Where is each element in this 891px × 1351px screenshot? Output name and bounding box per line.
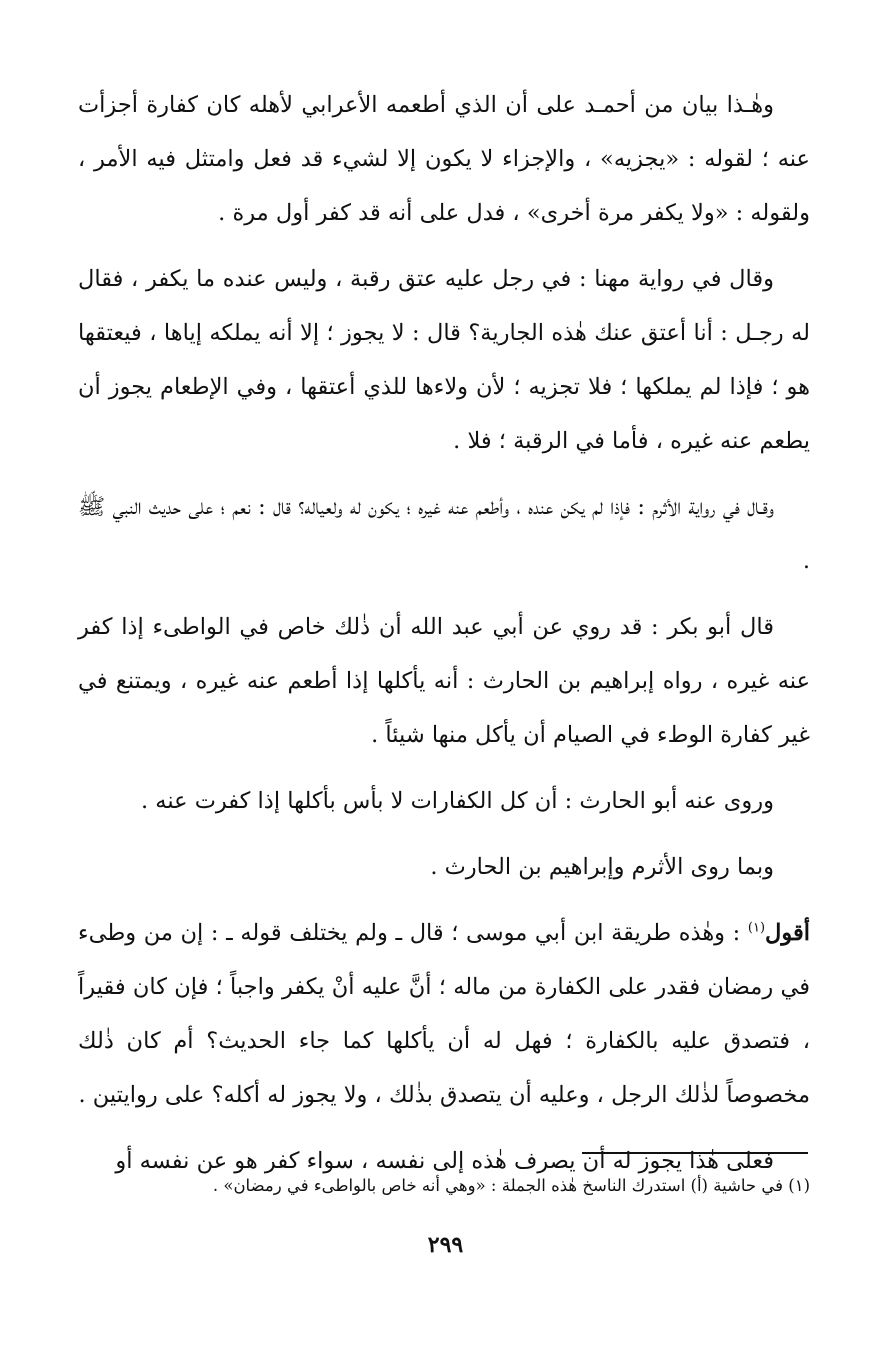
paragraph-6: وبما روى الأثرم وإبراهيم بن الحارث . xyxy=(430,854,774,880)
aqulu-lead-word: أقول xyxy=(765,920,810,946)
paragraph-3: وقـال في رواية الأثرم : فإذا لم يكن عنده ، وأطعم عنه غيره ؛ يكون له ولعياله؟ قال : نعم ؛ على حديث النبي ﷺ . xyxy=(78,494,810,574)
paragraph-last: فعلى هٰذا يجوز له أن يصرف هٰذه إلى نفسه ، سواء كفر هو عن نفسه أو xyxy=(115,1148,774,1174)
paragraph-aqulu xyxy=(78,906,810,1122)
page-number: ٢٩٩ xyxy=(427,1232,464,1258)
paragraph-1: وهٰـذا بيان من أحمـد على أن الذي أطعمه الأعرابي لأهله كان كفارة أجزأت عنه ؛ لقوله : «يجزيه» ، والإجزاء لا يكون إلا لشيء قد فعل وامتثل فيه الأمر ، ولقوله : «ولا يكفر مرة أخرى» ، فدل على أنه قد كفر أول مرة . xyxy=(78,92,810,226)
paragraph-4: قال أبو بكر : قد روي عن أبي عبد الله أن ذٰلك خاص في الواطىء إذا كفر عنه غيره ، رواه إبراهيم بن الحارث : أنه يأكلها إذا أطعم عنه غيره ، ويمتنع في غير كفارة الوطء في الصيام أن يأكل منها شيئاً . xyxy=(78,614,810,748)
footnote-marker: (١) xyxy=(747,920,766,936)
aqulu-text: : وهٰذه طريقة ابن أبي موسى ؛ قال ـ ولم يختلف قوله ـ : إن من وطىء في رمضان فقدر على الكفارة من ماله ؛ أنَّ عليه أنْ يكفر واجباً ؛ فإن كان فقيراً ، فتصدق عليه بالكفارة ؛ فهل له أن يأكلها كما جاء الحديث؟ أم كان ذٰلك مخصوصاً لذٰلك الرجل ، وعليه أن يتصدق بذٰلك ، ولا يجوز له أكله؟ على روايتين . xyxy=(78,920,810,1108)
paragraph-2: وقال في رواية مهنا : في رجل عليه عتق رقبة ، وليس عنده ما يكفر ، فقال له رجـل : أنا أعتق عنك هٰذه الجارية؟ قال : لا يجوز ؛ إلا أنه يملكه إياها ، فيعتقها هو ؛ فإذا لم يملكها ؛ فلا تجزيه ؛ لأن ولاءها للذي أعتقها ، وفي الإطعام يجوز أن يطعم عنه غيره ، فأما في الرقبة ؛ فلا . xyxy=(78,266,810,454)
paragraph-5: وروى عنه أبو الحارث : أن كل الكفارات لا بأس بأكلها إذا كفرت عنه . xyxy=(140,788,774,814)
footnote: (١) في حاشية (أ) استدرك الناسخ هٰذه الجملة : «وهي أنه خاص بالواطىء في رمضان» . xyxy=(212,1176,810,1195)
page-body xyxy=(78,78,810,1200)
footnote-divider xyxy=(582,1152,808,1154)
